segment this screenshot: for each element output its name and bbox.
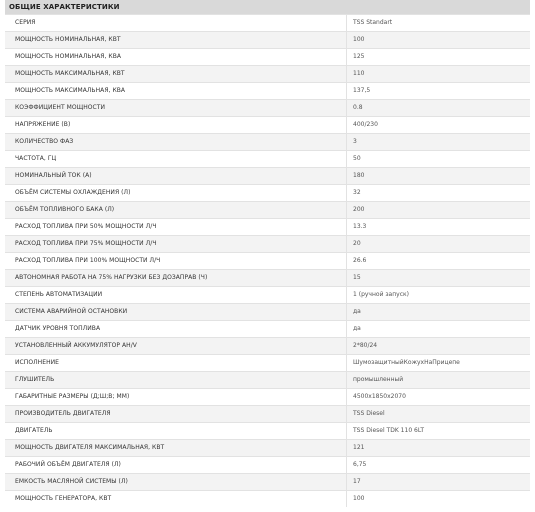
spec-label: ДАТЧИК УРОВНЯ ТОПЛИВА: [5, 321, 347, 338]
spec-value: 0.8: [347, 100, 531, 117]
table-row: [5, 168, 530, 185]
spec-value: 6,75: [347, 457, 531, 474]
table-row: [5, 253, 530, 270]
table-row: [5, 304, 530, 321]
spec-value: промышленный: [347, 372, 531, 389]
spec-value: 200: [347, 202, 531, 219]
spec-label: МОЩНОСТЬ ДВИГАТЕЛЯ МАКСИМАЛЬНАЯ, КВТ: [5, 440, 347, 457]
spec-value: 50: [347, 151, 531, 168]
table-row: [5, 15, 530, 32]
spec-label: РАСХОД ТОПЛИВА ПРИ 50% МОЩНОСТИ Л/Ч: [5, 219, 347, 236]
specs-table: [5, 14, 530, 507]
spec-value: 26.6: [347, 253, 531, 270]
table-row: [5, 49, 530, 66]
spec-value: 100: [347, 32, 531, 49]
spec-value: 125: [347, 49, 531, 66]
spec-value: да: [347, 321, 531, 338]
spec-label: МОЩНОСТЬ МАКСИМАЛЬНАЯ, КВА: [5, 83, 347, 100]
spec-label: ОБЪЁМ ТОПЛИВНОГО БАКА (Л): [5, 202, 347, 219]
table-row: [5, 100, 530, 117]
spec-value: TSS Diesel TDK 110 6LT: [347, 423, 531, 440]
table-row: [5, 338, 530, 355]
spec-value: 13.3: [347, 219, 531, 236]
spec-label: УСТАНОВЛЕННЫЙ АККУМУЛЯТОР AH/V: [5, 338, 347, 355]
spec-value: 3: [347, 134, 531, 151]
spec-value: TSS Diesel: [347, 406, 531, 423]
spec-label: КОЭФФИЦИЕНТ МОЩНОСТИ: [5, 100, 347, 117]
table-row: [5, 355, 530, 372]
table-row: [5, 440, 530, 457]
spec-value: 110: [347, 66, 531, 83]
spec-label: МОЩНОСТЬ НОМИНАЛЬНАЯ, КВА: [5, 49, 347, 66]
spec-label: ОБЪЁМ СИСТЕМЫ ОХЛАЖДЕНИЯ (Л): [5, 185, 347, 202]
spec-label: КОЛИЧЕСТВО ФАЗ: [5, 134, 347, 151]
spec-label: ПРОИЗВОДИТЕЛЬ ДВИГАТЕЛЯ: [5, 406, 347, 423]
spec-value: 4500х1850х2070: [347, 389, 531, 406]
spec-label: МОЩНОСТЬ ГЕНЕРАТОРА, КВТ: [5, 491, 347, 508]
spec-label: МОЩНОСТЬ МАКСИМАЛЬНАЯ, КВТ: [5, 66, 347, 83]
spec-label: РАБОЧИЙ ОБЪЁМ ДВИГАТЕЛЯ (Л): [5, 457, 347, 474]
table-row: [5, 474, 530, 491]
spec-value: 20: [347, 236, 531, 253]
spec-label: ГЛУШИТЕЛЬ: [5, 372, 347, 389]
table-row: [5, 219, 530, 236]
table-row: [5, 321, 530, 338]
table-row: [5, 389, 530, 406]
spec-value: 121: [347, 440, 531, 457]
spec-label: СЕРИЯ: [5, 15, 347, 32]
table-row: [5, 151, 530, 168]
specs-table-body: [5, 15, 530, 508]
spec-value: TSS Standart: [347, 15, 531, 32]
spec-label: СИСТЕМА АВАРИЙНОЙ ОСТАНОВКИ: [5, 304, 347, 321]
spec-label: ЕМКОСТЬ МАСЛЯНОЙ СИСТЕМЫ (Л): [5, 474, 347, 491]
table-row: [5, 134, 530, 151]
spec-value: 400/230: [347, 117, 531, 134]
table-row: [5, 406, 530, 423]
spec-value: 32: [347, 185, 531, 202]
table-row: [5, 202, 530, 219]
table-row: [5, 83, 530, 100]
spec-value: 1 (ручной запуск): [347, 287, 531, 304]
table-row: [5, 117, 530, 134]
table-row: [5, 32, 530, 49]
spec-label: РАСХОД ТОПЛИВА ПРИ 75% МОЩНОСТИ Л/Ч: [5, 236, 347, 253]
table-row: [5, 236, 530, 253]
spec-label: СТЕПЕНЬ АВТОМАТИЗАЦИИ: [5, 287, 347, 304]
spec-label: НАПРЯЖЕНИЕ (В): [5, 117, 347, 134]
table-row: [5, 491, 530, 508]
spec-label: РАСХОД ТОПЛИВА ПРИ 100% МОЩНОСТИ Л/Ч: [5, 253, 347, 270]
table-row: [5, 185, 530, 202]
spec-value: 15: [347, 270, 531, 287]
spec-value: 180: [347, 168, 531, 185]
spec-value: 2*80/24: [347, 338, 531, 355]
spec-label: ГАБАРИТНЫЕ РАЗМЕРЫ (Д;Ш;В; ММ): [5, 389, 347, 406]
spec-label: ИСПОЛНЕНИЕ: [5, 355, 347, 372]
table-row: [5, 287, 530, 304]
spec-value: ШумозащитныйКожухНаПрицепе: [347, 355, 531, 372]
spec-value: да: [347, 304, 531, 321]
spec-value: 137,5: [347, 83, 531, 100]
table-row: [5, 457, 530, 474]
spec-label: ДВИГАТЕЛЬ: [5, 423, 347, 440]
spec-label: ЧАСТОТА, ГЦ: [5, 151, 347, 168]
table-row: [5, 372, 530, 389]
table-row: [5, 270, 530, 287]
spec-label: АВТОНОМНАЯ РАБОТА НА 75% НАГРУЗКИ БЕЗ ДОЗАПРАВ (Ч): [5, 270, 347, 287]
specs-panel: [5, 0, 530, 507]
spec-value: 100: [347, 491, 531, 508]
spec-label: МОЩНОСТЬ НОМИНАЛЬНАЯ, КВТ: [5, 32, 347, 49]
table-row: [5, 66, 530, 83]
section-title: ОБЩИЕ ХАРАКТЕРИСТИКИ: [5, 0, 530, 14]
table-row: [5, 423, 530, 440]
spec-label: НОМИНАЛЬНЫЙ ТОК (А): [5, 168, 347, 185]
spec-value: 17: [347, 474, 531, 491]
